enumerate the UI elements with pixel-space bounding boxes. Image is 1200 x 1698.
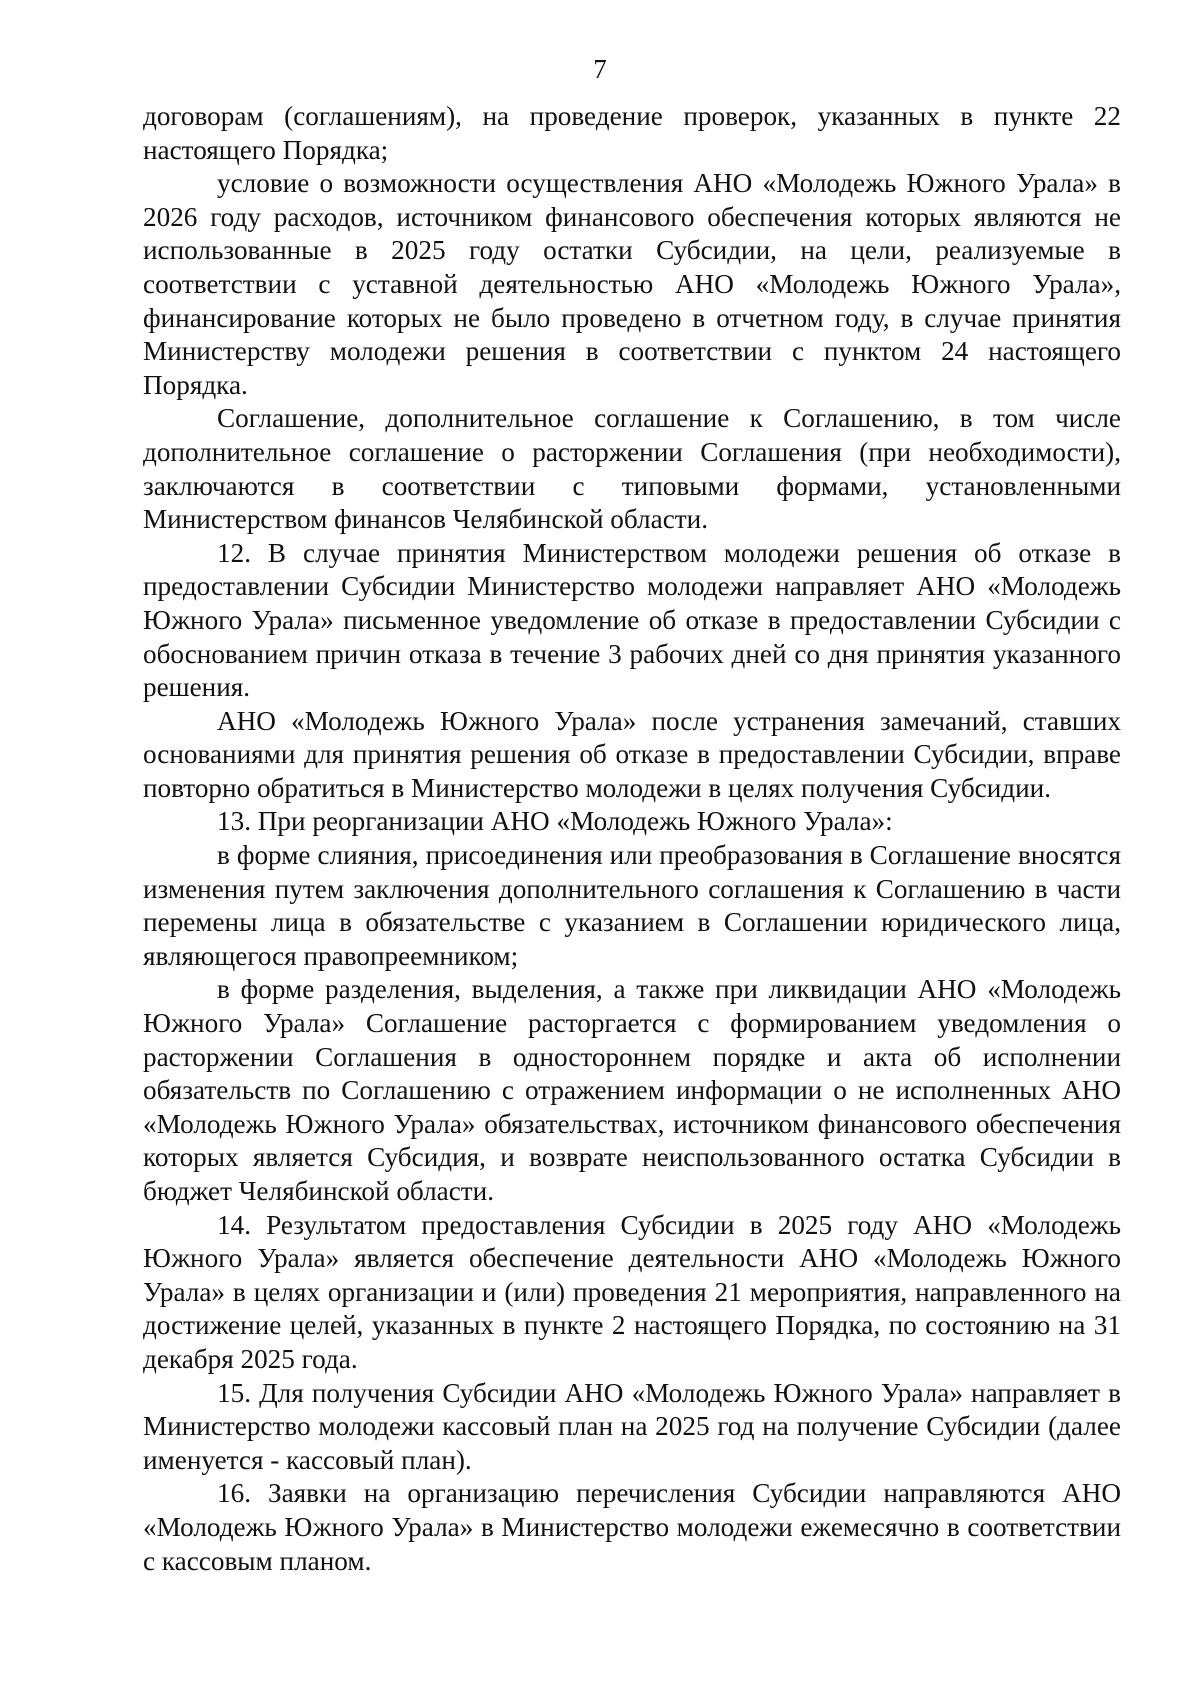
paragraph-clause-15: 15. Для получения Субсидии АНО «Молодежь Южного Урала» направляет в Министерство молодежи кассовый план на 2025 год на получение Субсидии (далее именуется - кассовый план). (143, 1377, 1121, 1475)
page-number: 7 (593, 54, 607, 84)
paragraph-clause-16: 16. Заявки на организацию перечисления Субсидии направляются АНО «Молодежь Южного Урала» в Министерство молодежи ежемесячно в соответствии с кассовым планом. (143, 1478, 1121, 1576)
paragraph-clause-13-liquidation: в форме разделения, выделения, а также при ликвидации АНО «Молодежь Южного Урала» Соглашение расторгается с формированием уведомления о расторжении Соглашения в одностороннем порядке и акта об исполнении обязательств по Соглашению с отражением информации о не исполненных АНО «Молодежь Южного Урала» обязательствах, источником финансового обеспечения которых является Субсидия, и возврате неиспользованного остатка Субсидии в бюджет Челябинской области. (143, 974, 1121, 1206)
paragraph-clause-13-merger: в форме слияния, присоединения или преобразования в Соглашение вносятся изменения путем заключения дополнительного соглашения к Соглашению в части перемены лица в обязательстве с указанием в Соглашении юридического лица, являющегося правопреемником; (143, 840, 1121, 971)
paragraph-continuation: договорам (соглашениям), на проведение проверок, указанных в пункте 22 настоящего Порядка; (143, 101, 1121, 165)
paragraph-clause-12-reapply: АНО «Молодежь Южного Урала» после устранения замечаний, ставших основаниями для принятия решения об отказе в предоставлении Субсидии, вправе повторно обратиться в Министерство молодежи в целях получения Субсидии. (143, 705, 1121, 803)
paragraph-agreement-forms: Соглашение, дополнительное соглашение к Соглашению, в том числе дополнительное соглашение о расторжении Соглашения (при необходимости), заключаются в соответствии с типовыми формами, установленными Министерством финансов Челябинской области. (143, 403, 1121, 535)
paragraph-carryover-condition: условие о возможности осуществления АНО «Молодежь Южного Урала» в 2026 году расходов, источником финансового обеспечения которых являются не использованные в 2025 году остатки Субсидии, на цели, реализуемые в соответствии с уставной деятельностью АНО «Молодежь Южного Урала», финансирование которых не было проведено в отчетном году, в случае принятия Министерству молодежи решения в соответствии с пунктом 24 настоящего Порядка. (143, 168, 1121, 400)
paragraph-clause-14: 14. Результатом предоставления Субсидии в 2025 году АНО «Молодежь Южного Урала» является обеспечение деятельности АНО «Молодежь Южного Урала» в целях организации и (или) проведения 21 мероприятия, направленного на достижение целей, указанных в пункте 2 настоящего Порядка, по состоянию на 31 декабря 2025 года. (143, 1209, 1121, 1374)
document-body (143, 100, 1121, 1578)
paragraph-clause-12: 12. В случае принятия Министерством молодежи решения об отказе в предоставлении Субсидии Министерство молодежи направляет АНО «Молодежь Южного Урала» письменное уведомление об отказе в предоставлении Субсидии с обоснованием причин отказа в течение 3 рабочих дней со дня принятия указанного решения. (143, 537, 1121, 703)
paragraph-clause-13: 13. При реорганизации АНО «Молодежь Южного Урала»: (217, 806, 893, 837)
